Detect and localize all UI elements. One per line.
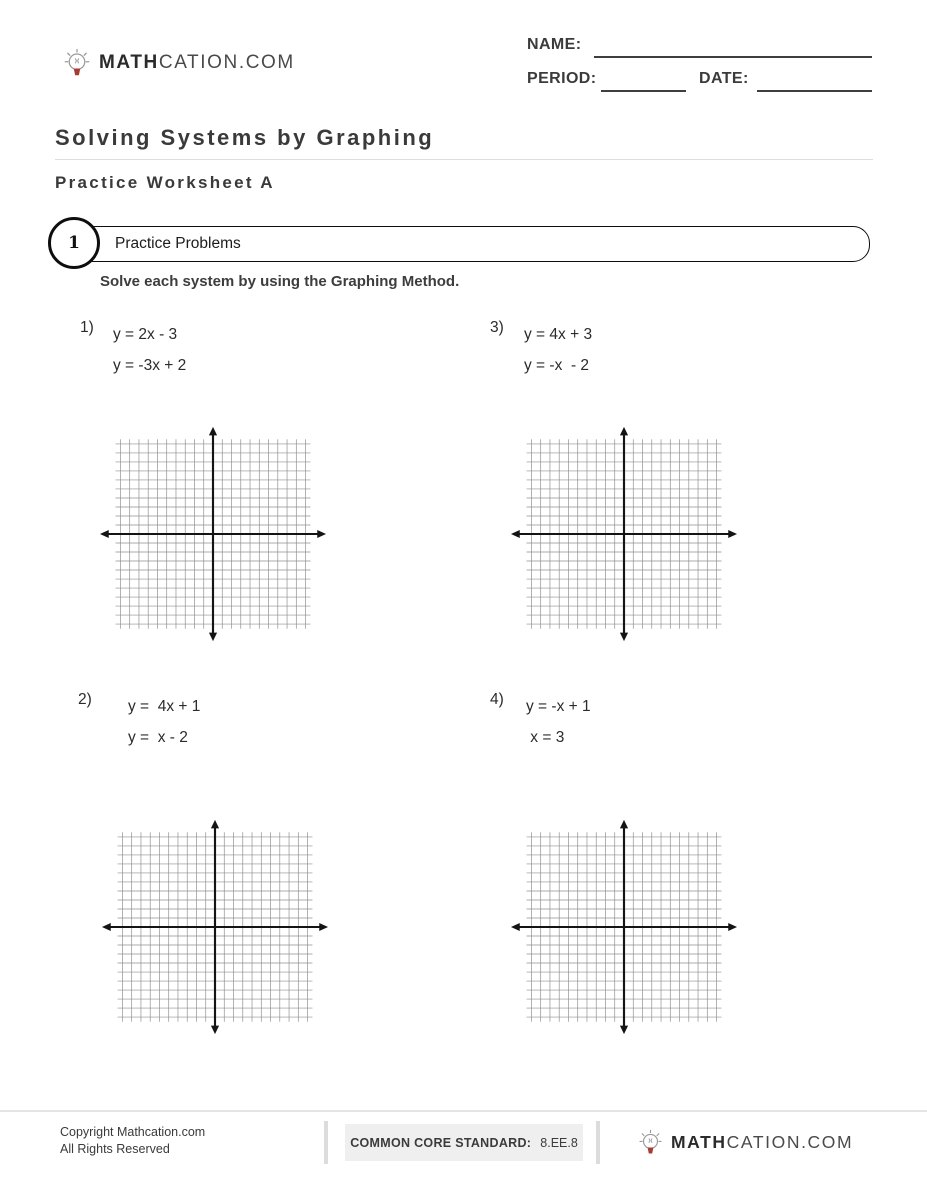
date-line — [757, 90, 872, 92]
problem-1-equation-2: y = -3x + 2 — [113, 357, 187, 374]
problem-2 — [78, 691, 200, 753]
logo-text-bold: MATH — [99, 52, 159, 73]
mathcation-logo — [62, 48, 295, 78]
problem-2-equation-2: y = x - 2 — [128, 729, 188, 746]
coordinate-grid-1 — [99, 425, 327, 643]
problem-3-equation-1: y = 4x + 3 — [524, 326, 593, 343]
logo-text-rest: CATION.COM — [158, 52, 295, 73]
footer-vertical-bar-left — [324, 1121, 328, 1164]
footer-mathcation-logo — [637, 1129, 853, 1156]
common-core-standard-value: 8.EE.8 — [540, 1135, 578, 1150]
section-instruction: Solve each system by using the Graphing Method. — [100, 273, 460, 290]
copyright-line-1: Copyright Mathcation.com — [60, 1125, 206, 1139]
copyright-text — [60, 1124, 205, 1158]
footer-lightbulb-icon — [637, 1129, 664, 1156]
problem-1-equation-1: y = 2x - 3 — [113, 326, 178, 343]
problem-1-number: 1) — [80, 319, 94, 336]
name-line — [594, 56, 872, 58]
logo-text — [99, 52, 295, 74]
copyright-line-2: All Rights Reserved — [60, 1142, 170, 1156]
problem-1 — [80, 319, 186, 381]
footer-vertical-bar-right — [596, 1121, 600, 1164]
page-subtitle: Practice Worksheet A — [55, 173, 275, 192]
footer-divider — [0, 1110, 927, 1112]
problem-3-equation-2: y = -x - 2 — [524, 357, 590, 374]
period-label: PERIOD: — [527, 70, 597, 87]
problem-4-number: 4) — [490, 691, 504, 708]
problem-4 — [490, 691, 591, 753]
title-divider — [55, 159, 873, 160]
footer-logo-text — [671, 1132, 853, 1153]
common-core-standard-label: COMMON CORE STANDARD: — [350, 1135, 532, 1150]
problem-2-equation-1: y = 4x + 1 — [128, 698, 201, 715]
problem-3 — [490, 319, 592, 381]
lightbulb-icon — [62, 48, 92, 78]
problem-4-equation-1: y = -x + 1 — [526, 698, 591, 715]
date-label: DATE: — [699, 70, 749, 87]
period-line — [601, 90, 686, 92]
problem-2-number: 2) — [78, 691, 92, 708]
footer-logo-text-bold: MATH — [671, 1132, 727, 1152]
section-number: 1 — [68, 233, 80, 253]
coordinate-grid-2 — [101, 818, 329, 1036]
coordinate-grid-4 — [510, 818, 738, 1036]
section-title-box — [56, 226, 870, 262]
section-number-badge — [48, 217, 100, 269]
footer-logo-text-rest: CATION.COM — [726, 1132, 854, 1152]
common-core-standard-badge — [345, 1124, 583, 1161]
page-title: Solving Systems by Graphing — [55, 125, 435, 150]
name-label: NAME: — [527, 36, 582, 53]
problem-4-equation-2: x = 3 — [526, 729, 565, 746]
coordinate-grid-3 — [510, 425, 738, 643]
section-title: Practice Problems — [115, 235, 241, 252]
problem-3-number: 3) — [490, 319, 504, 336]
